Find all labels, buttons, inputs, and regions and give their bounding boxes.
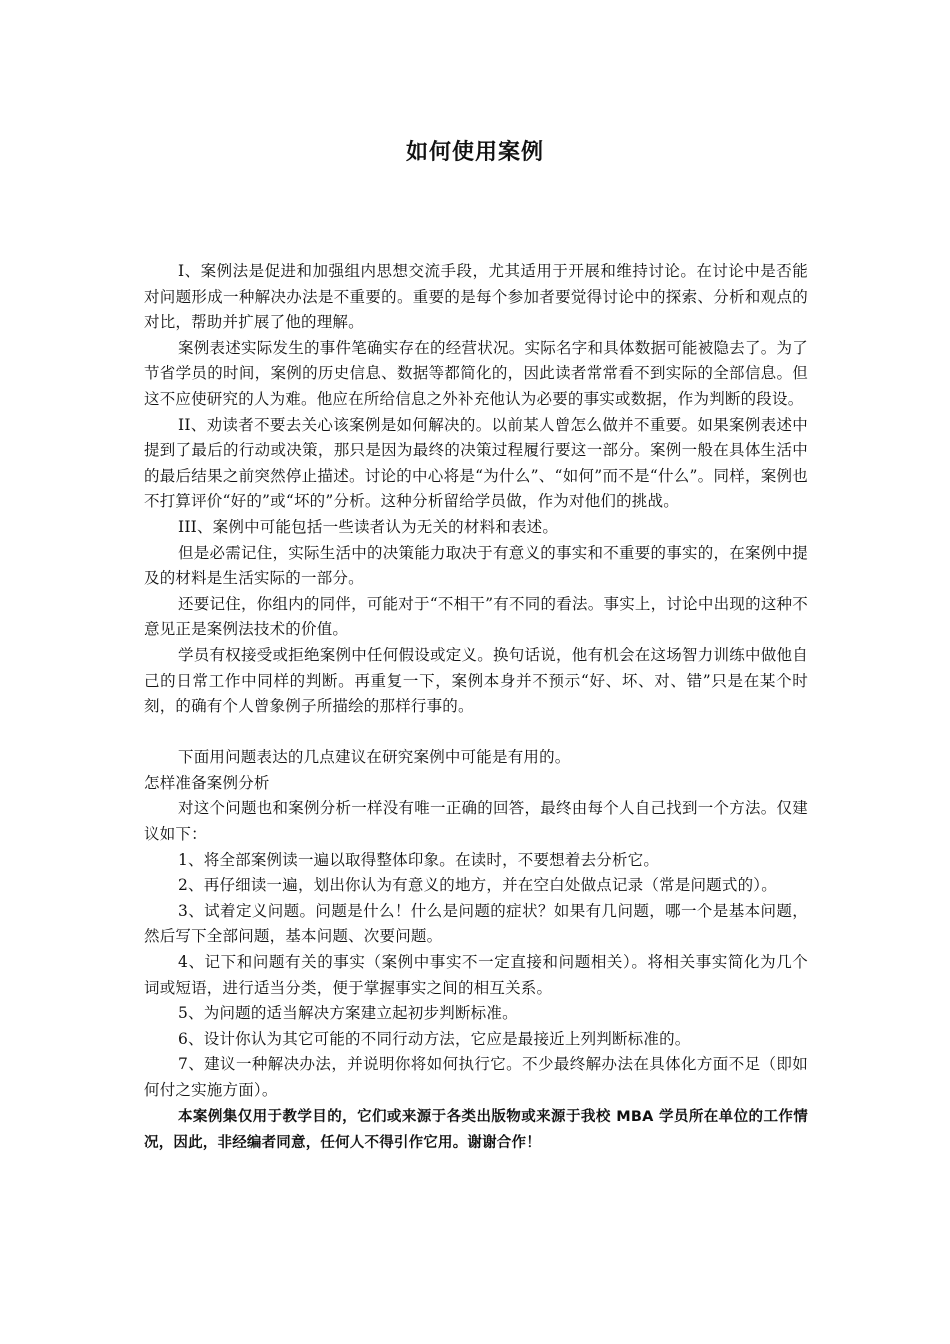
- copyright-notice: 本案例集仅用于教学目的，它们或来源于各类出版物或来源于我校 MBA 学员所在单位的工作情况，因此，非经编者同意，任何人不得引作它用。谢谢合作！: [144, 1108, 808, 1151]
- paragraph-2: 案例表述实际发生的事件笔确实存在的经营状况。实际名字和具体数据可能被隐去了。为了节省学员的时间，案例的历史信息、数据等都简化的，因此读者常常看不到实际的全部信息。但这不应使研究的人为难。他应在所给信息之外补充他认为必要的事实或数据，作为判断的段设。: [144, 338, 808, 408]
- step-item: 4、记下和问题有关的事实（案例中事实不一定直接和问题相关）。将相关事实简化为几个词或短语，进行适当分类，便于掌握事实之间的相互关系。: [144, 953, 808, 997]
- paragraph-4: III、案例中可能包括一些读者认为无关的材料和表述。: [178, 517, 559, 536]
- paragraph-7: 学员有权接受或拒绝案例中任何假设或定义。换句话说，他有机会在这场智力训练中做他自己的日常工作中同样的判断。再重复一下，案例本身并不预示“好、坏、对、错”只是在某个时刻，的确有个人曾象例子所描绘的那样行事的。: [144, 645, 808, 716]
- paragraph-3: II、劝读者不要去关心该案例是如何解决的。以前某人曾怎么做并不重要。如果案例表述中提到了最后的行动或决策，那只是因为最终的决策过程履行要这一部分。案例一般在具体生活中的最后结果之前突然停止描述。讨论的中心将是“为什么”、“如何”而不是“什么”。同样，案例也不打算评价“好的”或“坏的”分析。这种分析留给学员做，作为对他们的挑战。: [144, 415, 808, 511]
- step-item: 1、将全部案例读一遍以取得整体印象。在读时，不要想着去分析它。: [178, 850, 660, 869]
- page-title: 如何使用案例: [405, 140, 544, 165]
- suggestion-intro: 下面用问题表达的几点建议在研究案例中可能是有用的。: [178, 748, 571, 767]
- step-item: 3、试着定义问题。问题是什么！什么是问题的症状？如果有几问题，哪一个是基本问题，然后写下全部问题，基本问题、次要问题。: [144, 901, 808, 946]
- paragraph-5: 但是必需记住，实际生活中的决策能力取决于有意义的事实和不重要的事实的，在案例中提及的材料是生活实际的一部分。: [144, 543, 808, 588]
- blank-line: [144, 720, 808, 746]
- section-heading: 怎样准备案例分析: [144, 773, 270, 792]
- section-intro: 对这个问题也和案例分析一样没有唯一正确的回答，最终由每个人自己找到一个方法。仅建议如下：: [144, 799, 808, 844]
- step-item: 6、设计你认为其它可能的不同行动方法，它应是最接近上列判断标准的。: [178, 1029, 691, 1048]
- step-item: 2、再仔细读一遍，划出你认为有意义的地方，并在空白处做点记录（常是问题式的）。: [178, 876, 777, 895]
- document-body: [144, 259, 808, 1156]
- step-item: 5、为问题的适当解决方案建立起初步判断标准。: [178, 1004, 518, 1023]
- step-item: 7、建议一种解决办法，并说明你将如何执行它。不少最终解办法在具体化方面不足（即如何付之实施方面）。: [144, 1055, 808, 1099]
- paragraph-1: I、案例法是促进和加强组内思想交流手段，尤其适用于开展和维持讨论。在讨论中是否能对问题形成一种解决办法是不重要的。重要的是每个参加者要觉得讨论中的探索、分析和观点的对比，帮助并扩展了他的理解。: [144, 262, 808, 332]
- paragraph-6: 还要记住，你组内的同伴，可能对于“不相干”有不同的看法。事实上，讨论中出现的这种不意见正是案例法技术的价值。: [144, 594, 808, 639]
